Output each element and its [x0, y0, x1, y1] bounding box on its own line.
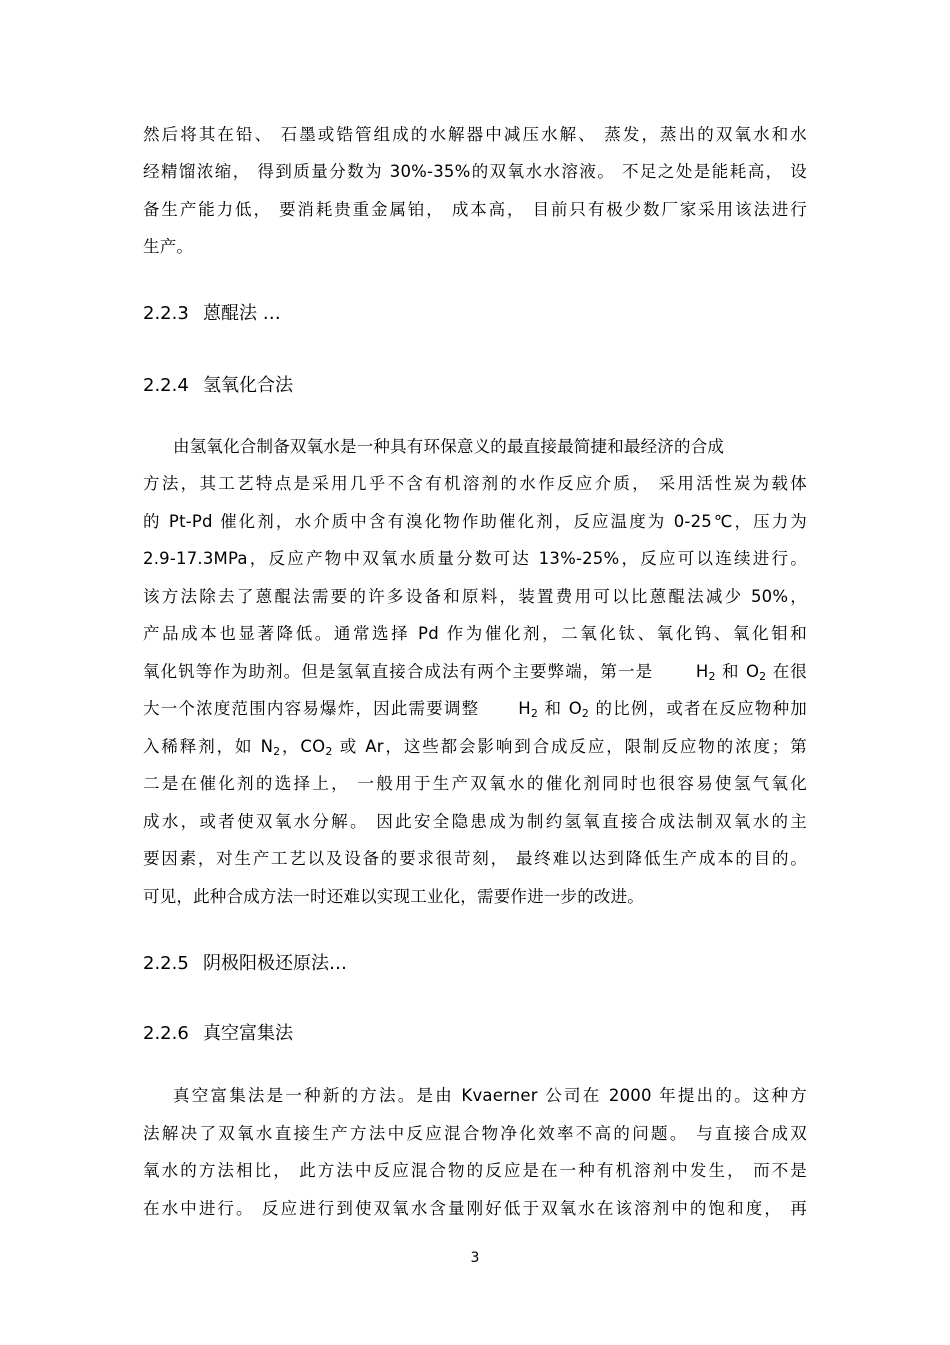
section-number: 2.2.4 — [143, 375, 189, 396]
paragraph-line: 法解决了双氧水直接生产方法中反应混合物净化效率不高的问题。 与直接合成双 — [143, 1124, 807, 1143]
paragraph-line: 然后将其在铅、 石墨或锆管组成的水解器中减压水解、 蒸发，蒸出的双氧水和水 — [143, 125, 807, 144]
paragraph-line: 在水中进行。 反应进行到使双氧水含量刚好低于双氧水在该溶剂中的饱和度， 再 — [143, 1199, 807, 1218]
section-number: 2.2.3 — [143, 303, 189, 324]
section-heading-2-2-6 — [143, 1023, 293, 1045]
section-title: 阴极阳极还原法… — [203, 953, 347, 974]
paragraph-line: 由氢氧化合制备双氧水是一种具有环保意义的最直接最简捷和最经济的合成 — [173, 437, 725, 456]
paragraph-line: 该方法除去了蒽醌法需要的许多设备和原料，装置费用可以比蒽醌法减少 50%， — [143, 587, 807, 606]
paragraph-line: 要因素，对生产工艺以及设备的要求很苛刻， 最终难以达到降低生产成本的目的。 — [143, 849, 807, 868]
paragraph-line: 真空富集法是一种新的方法。是由 Kvaerner 公司在 2000 年提出的。这种方 — [173, 1086, 807, 1105]
paragraph-line: 氧化钒等作为助剂。但是氢氧直接合成法有两个主要弊端，第一是 $H_2$ 和 $O_2$ 在很 — [143, 662, 807, 683]
paragraph-line: 入稀释剂，如 $N_2$，$CO_2$ 或 Ar，这些都会影响到合成反应，限制反应物的浓度；第 — [143, 737, 807, 758]
section-heading-2-2-5 — [143, 953, 347, 975]
paragraph-line: 成水，或者使双氧水分解。 因此安全隐患成为制约氢氧直接合成法制双氧水的主 — [143, 812, 807, 831]
paragraph-line: 产品成本也显著降低。通常选择 Pd 作为催化剂，二氧化钛、氧化钨、氧化钼和 — [143, 624, 807, 643]
paragraph-line: 大一个浓度范围内容易爆炸，因此需要调整 $H_2$ 和 $O_2$ 的比例，或者在反应物种加 — [143, 699, 807, 720]
section-number: 2.2.5 — [143, 953, 189, 974]
section-title: 氢氧化合法 — [203, 375, 293, 396]
section-title: 蒽醌法 … — [203, 303, 281, 324]
page-number: 3 — [470, 1250, 480, 1266]
paragraph-line: 的 Pt-Pd 催化剂，水介质中含有溴化物作助催化剂，反应温度为 0-25℃，压力为 — [143, 512, 807, 531]
paragraph-line: 备生产能力低， 要消耗贵重金属铂， 成本高， 目前只有极少数厂家采用该法进行 — [143, 200, 807, 219]
section-heading-2-2-3 — [143, 303, 281, 325]
paragraph-line: 2.9-17.3MPa，反应产物中双氧水质量分数可达 13%-25%，反应可以连续进行。 — [143, 549, 807, 568]
paragraph-line: 经精馏浓缩， 得到质量分数为 30%-35%的双氧水水溶液。 不足之处是能耗高， 设 — [143, 162, 807, 181]
paragraph-line: 方法，其工艺特点是采用几乎不含有机溶剂的水作反应介质， 采用活性炭为载体 — [143, 474, 807, 493]
paragraph-line: 生产。 — [143, 237, 194, 256]
section-title: 真空富集法 — [203, 1023, 293, 1044]
section-heading-2-2-4 — [143, 375, 293, 397]
paragraph-line: 氧水的方法相比， 此方法中反应混合物的反应是在一种有机溶剂中发生， 而不是 — [143, 1161, 807, 1180]
section-number: 2.2.6 — [143, 1023, 189, 1044]
paragraph-line: 可见，此种合成方法一时还难以实现工业化，需要作进一步的改进。 — [143, 887, 644, 906]
paragraph-line: 二是在催化剂的选择上， 一般用于生产双氧水的催化剂同时也很容易使氢气氧化 — [143, 774, 807, 793]
